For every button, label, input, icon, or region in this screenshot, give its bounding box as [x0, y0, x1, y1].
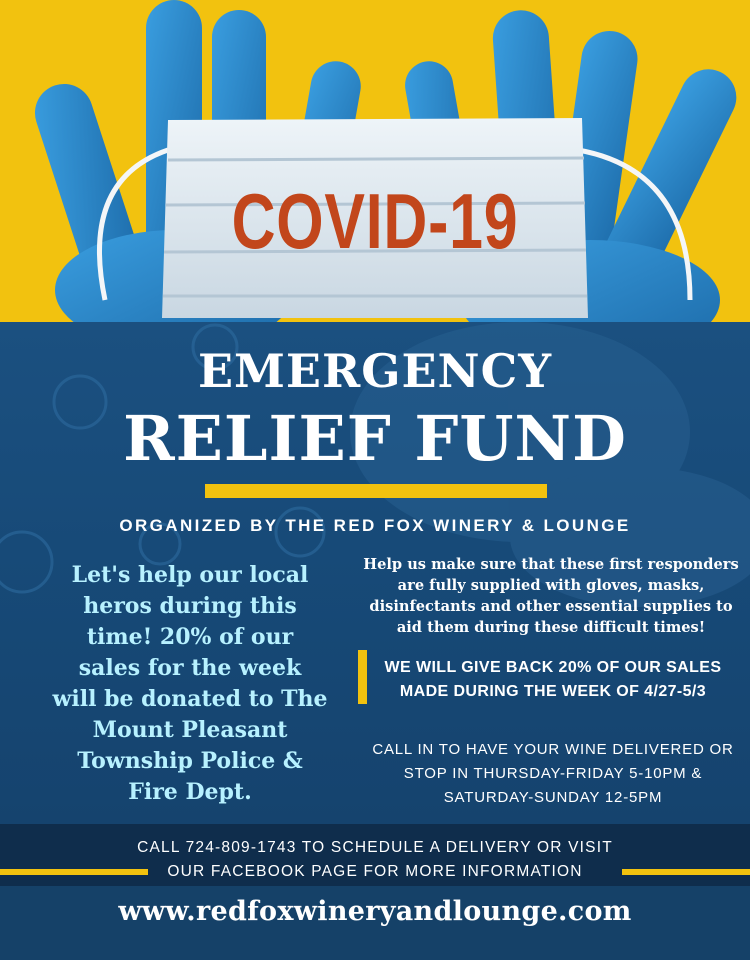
call-in-line: STOP IN THURSDAY-FRIDAY 5-10PM & — [403, 765, 703, 782]
left-message-line: Mount Pleasant — [92, 717, 288, 743]
main-panel — [0, 322, 750, 824]
headline-emergency: EMERGENCY — [197, 344, 553, 398]
left-message-line: will be donated to The — [52, 686, 328, 712]
footer-contact — [0, 836, 750, 884]
right-message-line: disinfectants and other essential supplies to — [369, 598, 733, 615]
call-in-info — [360, 738, 746, 810]
footer-contact-line: CALL 724-809-1743 TO SCHEDULE A DELIVERY OR VISIT — [137, 839, 613, 856]
left-message-line: time! 20% of our — [86, 624, 294, 650]
call-in-line: CALL IN TO HAVE YOUR WINE DELIVERED OR — [372, 741, 734, 758]
headline-underline — [205, 484, 547, 498]
hero-image — [0, 0, 750, 322]
headline-relief-fund: RELIEF FUND — [123, 402, 627, 475]
footer-contact-line: OUR FACEBOOK PAGE FOR MORE INFORMATION — [167, 863, 583, 880]
right-message-line: aid them during these difficult times! — [396, 619, 706, 636]
giveback-line: MADE DURING THE WEEK OF 4/27-5/3 — [399, 683, 707, 700]
left-message-line: sales for the week — [78, 655, 302, 681]
call-in-line: SATURDAY-SUNDAY 12-5PM — [443, 789, 663, 806]
left-message-line: Let's help our local — [71, 562, 309, 588]
url-band — [0, 886, 750, 960]
organizer-line: ORGANIZED BY THE RED FOX WINERY & LOUNGE — [119, 516, 631, 535]
left-message — [40, 560, 340, 808]
giveback-notice — [378, 656, 728, 704]
covid-title: COVID-19 — [231, 177, 519, 265]
left-message-line: Township Police & — [77, 748, 303, 774]
website-link[interactable]: www.redfoxwineryandlounge.com — [118, 896, 632, 927]
right-message-line: are fully supplied with gloves, masks, — [397, 577, 705, 594]
left-message-line: Fire Dept. — [128, 779, 252, 805]
gloved-hands-with-mask-illustration — [0, 0, 750, 322]
giveback-line: WE WILL GIVE BACK 20% OF OUR SALES — [384, 659, 722, 676]
giveback-accent-bar — [358, 650, 367, 704]
right-message-line: Help us make sure that these first responders — [363, 556, 739, 573]
left-message-line: heros during this — [83, 593, 297, 619]
right-message — [356, 554, 746, 638]
